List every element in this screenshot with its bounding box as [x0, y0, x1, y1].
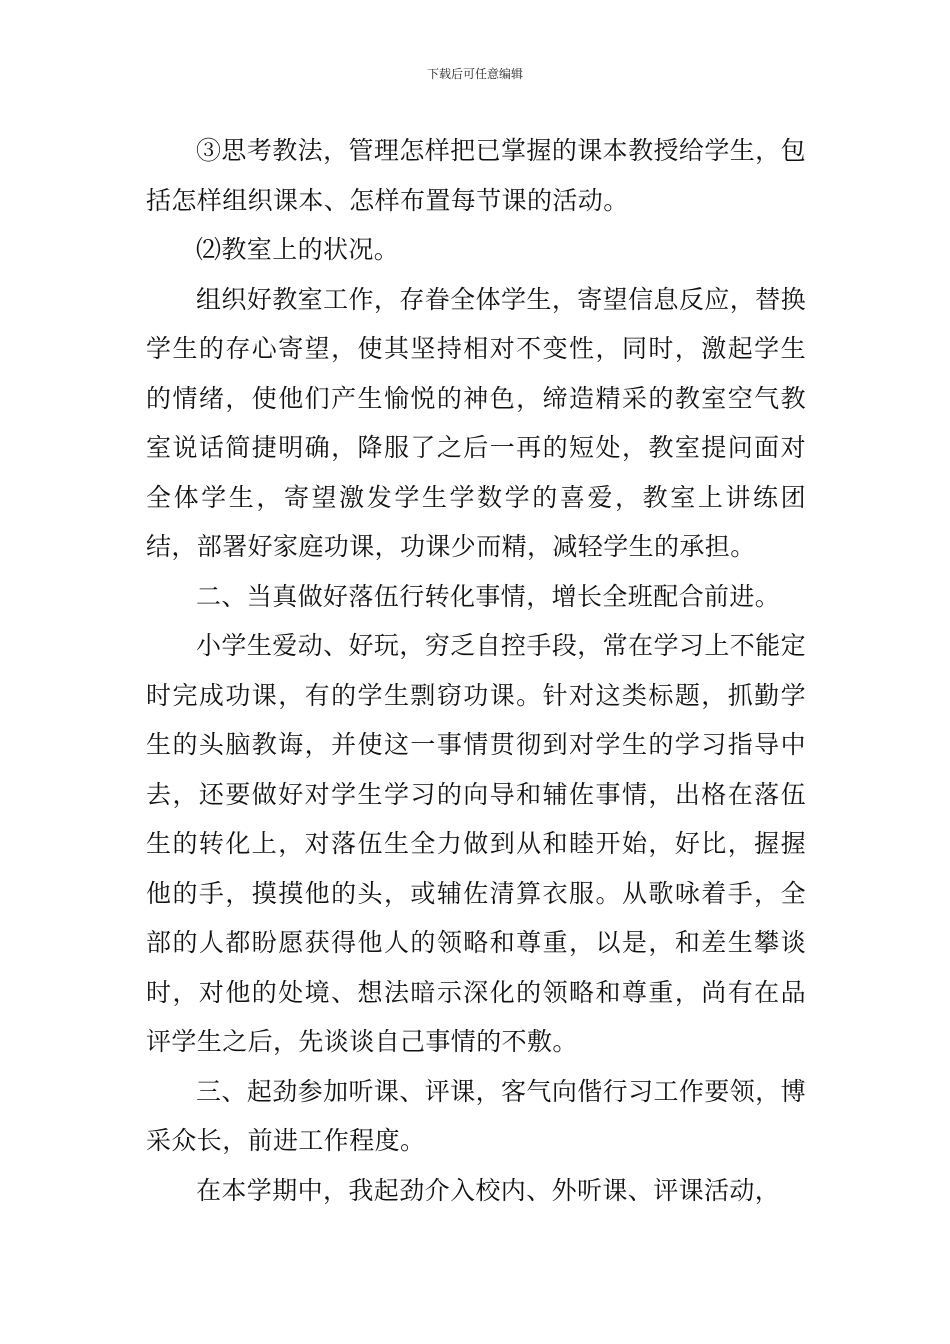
- paragraph-classroom-heading: ⑵教室上的状况。: [196, 235, 400, 264]
- paragraph-lesson-activities: 在本学期中，我起劲介入校内、外听课、评课活动，: [196, 1175, 781, 1205]
- paragraph-student-transformation: 小学生爱动、好玩，穷乏自控手段，常在学习上不能定时完成功课，有的学生剽窃功课。针对这类标题，抓勤学生的头脑教诲，并使这一事情贯彻到对学生的学习指导中去，还要做好对学生学习的向导和辅佐事情，出格在落伍生的转化上，对落伍生全力做到从和睦开始，好比，握握他的手，摸摸他的头，或辅佐清算衣服。从歌咏着手，全部的人都盼愿获得他人的领略和尊重，以是，和差生攀谈时，对他的处境、想法暗示深化的领略和尊重，尚有在品评学生之后，先谈谈自己事情的不敷。: [146, 631, 806, 1056]
- document-body: [146, 126, 806, 1215]
- page-header: 下载后可任意编辑: [426, 67, 523, 81]
- paragraph-classroom-work: 组织好教室工作，存眷全体学生，寄望信息反应，替换学生的存心寄望，使其坚持相对不变性，同时，激起学生的情绪，使他们产生愉悦的神色，缔造精采的教室空气教室说话简捷明确，降服了之后一再的短处，教室提问面对全体学生，寄望激发学生学数学的喜爱，教室上讲练团结，部署好家庭功课，功课少而精，减轻学生的承担。: [146, 284, 806, 561]
- section-heading-two: 二、当真做好落伍行转化事情，增长全班配合前进。: [196, 581, 781, 611]
- paragraph-teaching-method: ③思考教法，管理怎样把已掌握的课本教授给学生，包括怎样组织课本、怎样布置每节课的活动。: [146, 136, 806, 215]
- section-heading-three: 三、起劲参加听课、评课，客气向偕行习工作要领，博采众长，前进工作程度。: [146, 1076, 806, 1155]
